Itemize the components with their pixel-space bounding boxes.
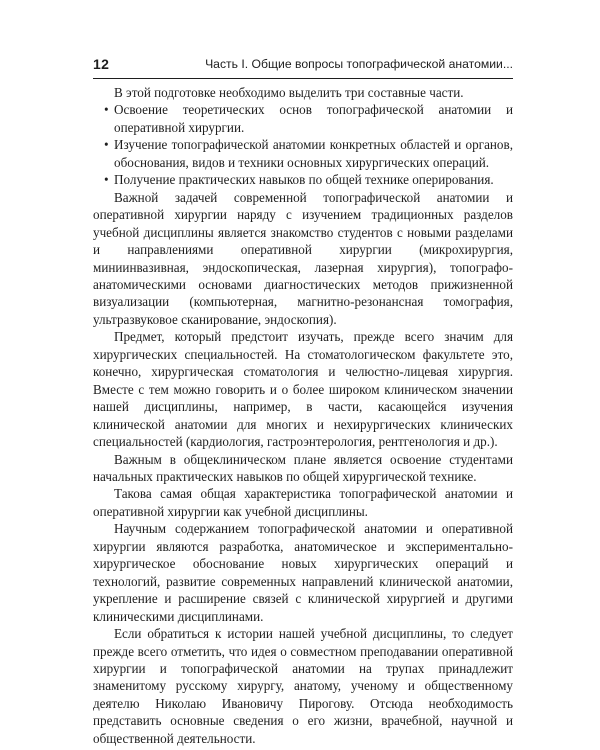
bullet-item xyxy=(93,171,513,188)
body-text xyxy=(93,84,513,747)
paragraph: Научным содержанием топографической анатомии и оперативной хирургии являются разработка, анатомическое и экспериментально-хирургическое обоснование новых хирургических операций и технологий, развитие современных направлений клинической анатомии, укрепление и расширение связей с клинической хирургией и другими клиническими дисциплинами. xyxy=(93,521,513,624)
paragraph: Если обратиться к истории нашей учебной дисциплины, то следует прежде всего отметить, что идея о совместном преподавании оперативной хирургии и топографической анатомии на трупах принадлежит знаменитому русскому хирургу, анатому, ученому и общественному деятелю Николаю Ивановичу Пирогову. Отсюда необходимость представить основные сведения о его жизни, врачебной, научной и общественной деятельности. xyxy=(93,626,513,746)
bullet-text: Получение практических навыков по общей технике оперирования. xyxy=(114,172,494,188)
bullet-text: Изучение топографической анатомии конкретных областей и органов, обоснования, видов и техники основных хирургических операций. xyxy=(114,137,513,170)
bullet-item xyxy=(93,136,513,171)
page-number: 12 xyxy=(93,56,110,72)
bullet-icon: • xyxy=(104,137,109,153)
bullet-item xyxy=(93,101,513,136)
paragraph: Такова самая общая характеристика топографической анатомии и оперативной хирургии как учебной дисциплины. xyxy=(93,486,513,519)
bullet-icon: • xyxy=(104,172,109,188)
header-rule xyxy=(93,78,513,79)
running-title: Часть I. Общие вопросы топографической анатомии... xyxy=(205,57,513,71)
intro-paragraph: В этой подготовке необходимо выделить три составные части. xyxy=(114,85,464,100)
page-header xyxy=(93,53,513,77)
paragraph: Предмет, который предстоит изучать, прежде всего значим для хирургических специальностей. На стоматологическом факультете это, конечно, хирургическая стоматология и челюстно-лицевая хирургия. Вместе с тем можно говорить и о более широком клиническом значении нашей дисциплины, например, в части, касающейся изучения клинической анатомии для многих и нехирургических клинических специальностей (кардиология, гастроэнтерология, рентгенология и др.). xyxy=(93,329,513,450)
bullet-list xyxy=(93,101,513,188)
paragraph: Важным в общеклиническом плане является освоение студентами начальных практических навыков по общей хирургической технике. xyxy=(93,451,513,484)
bullet-text: Освоение теоретических основ топографической анатомии и оперативной хирургии. xyxy=(114,102,513,135)
bullet-icon: • xyxy=(104,102,109,118)
paragraph: Важной задачей современной топографической анатомии и оперативной хирургии наряду с изучением традиционных разделов учебной дисциплины является знакомство студентов с новыми разделами и направлениями оперативной хирургии (микрохирургия, миниинвазивная, эндоскопическая, лазерная хирургия), топографо-анатомическими основами диагностических методов прижизненной визуализации (компьютерная, магнитно-резонансная томография, ультразвуковое сканирование, эндоскопия). xyxy=(93,189,513,327)
